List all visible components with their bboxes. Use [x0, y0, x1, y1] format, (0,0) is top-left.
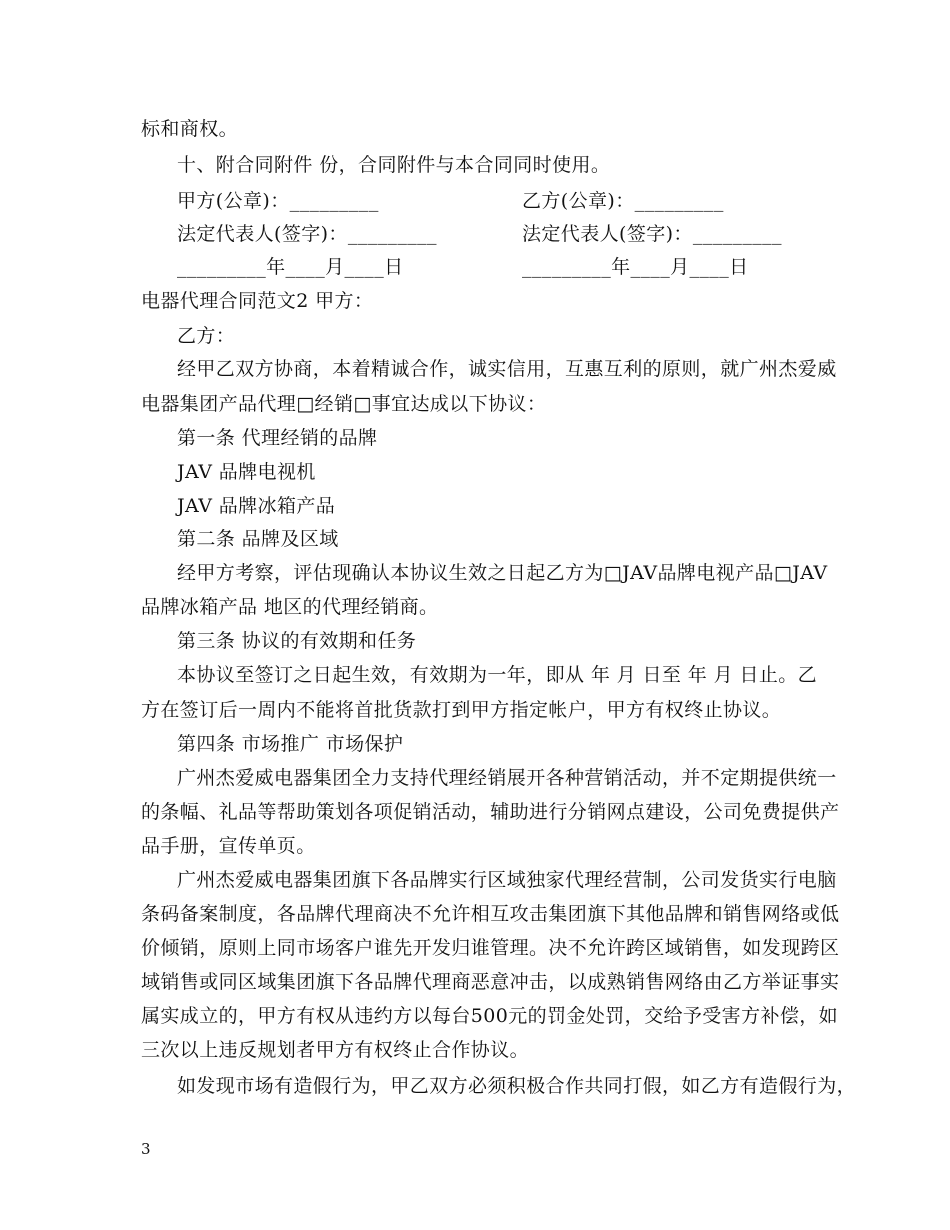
party-b-representative: 法定代表人(签字)：_________	[522, 223, 782, 245]
page-number: 3	[141, 1140, 151, 1158]
body-line: 域销售或同区域集团旗下各品牌代理商恶意冲击，以成熟销售网络由乙方举证事实	[141, 971, 840, 993]
body-line: JAV 品牌冰箱产品	[177, 495, 336, 517]
body-line: 方在签订后一周内不能将首批货款打到甲方指定帐户，甲方有权终止协议。	[141, 699, 782, 721]
party-a-representative: 法定代表人(签字)：_________	[177, 223, 437, 245]
body-line: 广州杰爱威电器集团全力支持代理经销展开各种营销活动，并不定期提供统一	[177, 767, 837, 789]
body-line: 乙方：	[177, 325, 236, 347]
body-line: 价倾销，原则上同市场客户谁先开发归谁管理。决不允许跨区域销售，如发现跨区	[141, 937, 840, 959]
body-line: 的条幅、礼品等帮助策划各项促销活动，辅助进行分销网点建设，公司免费提供产	[141, 801, 840, 823]
body-line: 属实成立的，甲方有权从违约方以每台500元的罚金处罚，交给予受害方补偿，如	[141, 1005, 839, 1027]
article-heading: 第一条 代理经销的品牌	[177, 427, 378, 449]
body-line: JAV 品牌电视机	[177, 461, 316, 483]
party-b-date: _________年____月____日	[522, 256, 749, 278]
text-line-1: 标和商权。	[141, 118, 239, 140]
text-line-2: 十、附合同附件 份，合同附件与本合同同时使用。	[177, 154, 611, 176]
body-line: 三次以上违反规划者甲方有权终止合作协议。	[141, 1039, 530, 1061]
article-heading: 第三条 协议的有效期和任务	[177, 630, 417, 652]
body-line: 经甲方考察，评估现确认本协议生效之日起乙方为□JAV品牌电视产品□JAV	[177, 562, 828, 584]
body-line: 品牌冰箱产品 地区的代理经销商。	[141, 596, 439, 618]
body-line: 经甲乙双方协商，本着精诚合作，诚实信用，互惠互利的原则，就广州杰爱威	[177, 358, 837, 380]
body-line: 如发现市场有造假行为，甲乙双方必须积极合作共同打假，如乙方有造假行为，	[177, 1075, 857, 1097]
section-heading: 电器代理合同范文2 甲方：	[141, 290, 374, 312]
article-heading: 第二条 品牌及区域	[177, 528, 339, 550]
body-line: 电器集团产品代理□经销□事宜达成以下协议：	[141, 393, 547, 415]
body-line: 本协议至签订之日起生效，有效期为一年，即从 年 月 日至 年 月 日止。乙	[177, 664, 818, 686]
party-b-seal: 乙方(公章)：_________	[522, 190, 724, 212]
body-line: 品手册，宣传单页。	[141, 835, 316, 857]
party-a-date: _________年____月____日	[177, 256, 404, 278]
party-a-seal: 甲方(公章)：_________	[177, 190, 379, 212]
body-line: 条码备案制度，各品牌代理商决不允许相互攻击集团旗下其他品牌和销售网络或低	[141, 903, 840, 925]
article-heading: 第四条 市场推广 市场保护	[177, 733, 404, 755]
body-line: 广州杰爱威电器集团旗下各品牌实行区域独家代理经营制，公司发货实行电脑	[177, 869, 837, 891]
